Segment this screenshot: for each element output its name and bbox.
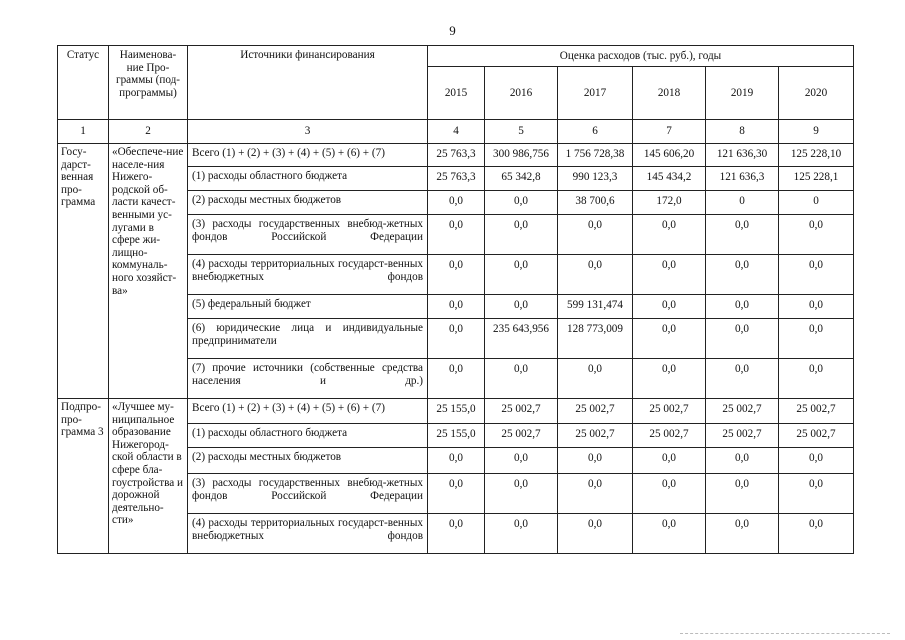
value-cell: 0,0 — [779, 215, 854, 255]
value-cell: 990 123,3 — [558, 167, 633, 191]
value-cell: 0,0 — [428, 215, 485, 255]
value-cell: 0 — [779, 191, 854, 215]
source-cell: (4) расходы территориальных государст-венных внебюджетных фондов — [188, 514, 428, 554]
value-cell: 0,0 — [633, 359, 706, 399]
source-cell: (5) федеральный бюджет — [188, 295, 428, 319]
value-cell: 0,0 — [485, 215, 558, 255]
status-cell: Госу-дарст-венная про-грамма — [58, 144, 109, 399]
value-cell: 65 342,8 — [485, 167, 558, 191]
value-cell: 0,0 — [633, 255, 706, 295]
value-cell: 235 643,956 — [485, 319, 558, 359]
value-cell: 0,0 — [485, 448, 558, 474]
value-cell: 25 002,7 — [779, 399, 854, 424]
column-number: 7 — [633, 120, 706, 144]
value-cell: 0,0 — [485, 514, 558, 554]
source-cell: (1) расходы областного бюджета — [188, 167, 428, 191]
table-row — [58, 144, 854, 167]
value-cell: 0,0 — [779, 359, 854, 399]
source-cell: (1) расходы областного бюджета — [188, 424, 428, 448]
value-cell: 25 002,7 — [779, 424, 854, 448]
value-cell: 0,0 — [485, 474, 558, 514]
value-cell: 25 155,0 — [428, 399, 485, 424]
value-cell: 0,0 — [558, 255, 633, 295]
value-cell: 38 700,6 — [558, 191, 633, 215]
value-cell: 25 002,7 — [558, 424, 633, 448]
value-cell: 25 763,3 — [428, 144, 485, 167]
source-cell: Всего (1) + (2) + (3) + (4) + (5) + (6) + (7) — [188, 399, 428, 424]
value-cell: 121 636,3 — [706, 167, 779, 191]
source-cell: (3) расходы государственных внебюд-жетных фондов Российской Федерации — [188, 215, 428, 255]
value-cell: 25 763,3 — [428, 167, 485, 191]
column-number: 1 — [58, 120, 109, 144]
value-cell: 0,0 — [706, 474, 779, 514]
value-cell: 0,0 — [706, 359, 779, 399]
value-cell: 0,0 — [706, 215, 779, 255]
financing-table — [57, 45, 854, 554]
value-cell: 0,0 — [706, 319, 779, 359]
value-cell: 145 434,2 — [633, 167, 706, 191]
value-cell: 0,0 — [779, 295, 854, 319]
value-cell: 0 — [706, 191, 779, 215]
value-cell: 25 002,7 — [706, 424, 779, 448]
value-cell: 121 636,30 — [706, 144, 779, 167]
value-cell: 0,0 — [428, 191, 485, 215]
header-year: 2020 — [779, 67, 854, 120]
value-cell: 172,0 — [633, 191, 706, 215]
value-cell: 125 228,10 — [779, 144, 854, 167]
header-year: 2015 — [428, 67, 485, 120]
column-number: 5 — [485, 120, 558, 144]
program-name-cell: «Обеспече-ние населе-ния Нижего-родской об-ласти качест-венными ус-лугами в сфере жи-лищно-коммуналь-ного хозяйст-ва» — [109, 144, 188, 399]
value-cell: 0,0 — [779, 514, 854, 554]
value-cell: 0,0 — [428, 255, 485, 295]
page-number: 9 — [449, 23, 456, 38]
source-cell: (2) расходы местных бюджетов — [188, 191, 428, 215]
value-cell: 0,0 — [706, 295, 779, 319]
value-cell: 0,0 — [706, 514, 779, 554]
footer-mark — [680, 633, 890, 638]
source-cell: Всего (1) + (2) + (3) + (4) + (5) + (6) + (7) — [188, 144, 428, 167]
column-number: 4 — [428, 120, 485, 144]
value-cell: 0,0 — [633, 295, 706, 319]
value-cell: 0,0 — [779, 474, 854, 514]
value-cell: 25 002,7 — [633, 399, 706, 424]
value-cell: 25 002,7 — [558, 399, 633, 424]
value-cell: 0,0 — [633, 319, 706, 359]
value-cell: 0,0 — [779, 255, 854, 295]
value-cell: 125 228,1 — [779, 167, 854, 191]
value-cell: 0,0 — [428, 319, 485, 359]
value-cell: 0,0 — [633, 514, 706, 554]
status-cell: Подпро-про-грамма 3 — [58, 399, 109, 554]
value-cell: 0,0 — [706, 448, 779, 474]
value-cell: 0,0 — [485, 359, 558, 399]
source-cell: (4) расходы территориальных государст-венных внебюджетных фондов — [188, 255, 428, 295]
value-cell: 0,0 — [706, 255, 779, 295]
value-cell: 0,0 — [485, 191, 558, 215]
source-cell: (3) расходы государственных внебюд-жетных фондов Российской Федерации — [188, 474, 428, 514]
value-cell: 0,0 — [779, 448, 854, 474]
header-year: 2019 — [706, 67, 779, 120]
source-cell: (6) юридические лица и индивидуальные предприниматели — [188, 319, 428, 359]
column-number: 2 — [109, 120, 188, 144]
value-cell: 0,0 — [428, 448, 485, 474]
value-cell: 0,0 — [558, 514, 633, 554]
source-cell: (2) расходы местных бюджетов — [188, 448, 428, 474]
value-cell: 25 002,7 — [706, 399, 779, 424]
value-cell: 0,0 — [428, 359, 485, 399]
column-number: 9 — [779, 120, 854, 144]
value-cell: 0,0 — [633, 448, 706, 474]
header-status: Статус — [58, 46, 109, 120]
header-estimate: Оценка расходов (тыс. руб.), годы — [428, 46, 854, 67]
source-cell: (7) прочие источники (собственные средства населения и др.) — [188, 359, 428, 399]
value-cell: 0,0 — [485, 295, 558, 319]
value-cell: 300 986,756 — [485, 144, 558, 167]
column-number: 8 — [706, 120, 779, 144]
value-cell: 145 606,20 — [633, 144, 706, 167]
value-cell: 1 756 728,38 — [558, 144, 633, 167]
table-row — [58, 399, 854, 424]
value-cell: 0,0 — [558, 448, 633, 474]
value-cell: 0,0 — [428, 474, 485, 514]
value-cell: 0,0 — [558, 215, 633, 255]
value-cell: 25 002,7 — [485, 399, 558, 424]
value-cell: 0,0 — [428, 295, 485, 319]
value-cell: 0,0 — [633, 215, 706, 255]
value-cell: 599 131,474 — [558, 295, 633, 319]
value-cell: 0,0 — [558, 474, 633, 514]
value-cell: 0,0 — [558, 359, 633, 399]
column-number: 6 — [558, 120, 633, 144]
header-sources: Источники финансирования — [188, 46, 428, 120]
header-year: 2018 — [633, 67, 706, 120]
header-program: Наименова-ние Про-граммы (под-программы) — [109, 46, 188, 120]
value-cell: 128 773,009 — [558, 319, 633, 359]
value-cell: 25 002,7 — [485, 424, 558, 448]
value-cell: 0,0 — [485, 255, 558, 295]
header-year: 2017 — [558, 67, 633, 120]
value-cell: 0,0 — [779, 319, 854, 359]
program-name-cell: «Лучшее му-ниципальное образование Нижегород-ской области в сфере бла-гоустройства и дорожной деятельно-сти» — [109, 399, 188, 554]
value-cell: 25 002,7 — [633, 424, 706, 448]
value-cell: 25 155,0 — [428, 424, 485, 448]
value-cell: 0,0 — [428, 514, 485, 554]
header-year: 2016 — [485, 67, 558, 120]
value-cell: 0,0 — [633, 474, 706, 514]
column-number: 3 — [188, 120, 428, 144]
